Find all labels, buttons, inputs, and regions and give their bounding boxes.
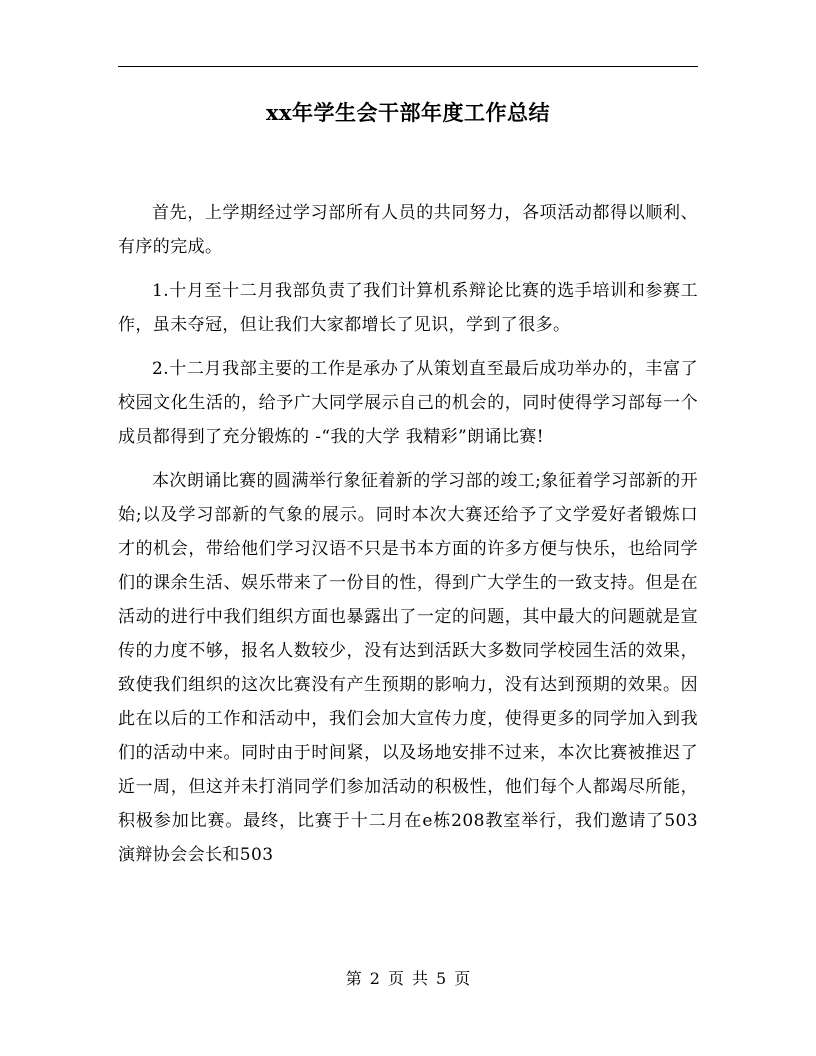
footer-word-gong: 共: [412, 969, 429, 988]
footer-total-pages: 5: [436, 969, 447, 988]
document-body: [118, 196, 698, 882]
paragraph-summary: 本次朗诵比赛的圆满举行象征着新的学习部的竣工;象征着学习部新的开始;以及学习部新的气象的展示。同时本次大赛还给予了文学爱好者锻炼口才的机会，带给他们学习汉语不只是书本方面的许多方便与快乐，也给同学们的课余生活、娱乐带来了一份目的性，得到广大学生的一致支持。但是在活动的进行中我们组织方面也暴露出了一定的问题，其中最大的问题就是宣传的力度不够，报名人数较少，没有达到活跃大多数同学校园生活的效果，致使我们组织的这次比赛没有产生预期的影响力，没有达到预期的效果。因此在以后的工作和活动中，我们会加大宣传力度，使得更多的同学加入到我们的活动中来。同时由于时间紧，以及场地安排不过来，本次比赛被推迟了近一周，但这并未打消同学们参加活动的积极性，他们每个人都竭尽所能，积极参加比赛。最终，比赛于十二月在e栋208教室举行，我们邀请了503演辩协会会长和503: [118, 471, 698, 865]
footer-word-di: 第: [345, 969, 362, 988]
document-title: xx年学生会干部年度工作总结: [265, 100, 551, 125]
header-rule: [118, 66, 698, 67]
paragraph-item-1: 1.十月至十二月我部负责了我们计算机系辩论比赛的选手培训和参赛工作，虽未夺冠，但让我们大家都增长了见识，学到了很多。: [118, 281, 698, 335]
footer-word-ye-2: 页: [454, 969, 471, 988]
footer-current-page: 2: [369, 969, 380, 988]
paragraph-item-2: 2.十二月我部主要的工作是承办了从策划直至最后成功举办的，丰富了校园文化生活的，给予广大同学展示自己的机会的，同时使得学习部每一个成员都得到了充分锻炼的 -“我的大学 我精彩”朗诵比赛!: [118, 359, 698, 447]
footer-word-ye: 页: [387, 969, 404, 988]
paragraph-intro: 首先，上学期经过学习部所有人员的共同努力，各项活动都得以顺利、有序的完成。: [118, 203, 698, 257]
page-footer: [0, 967, 816, 991]
